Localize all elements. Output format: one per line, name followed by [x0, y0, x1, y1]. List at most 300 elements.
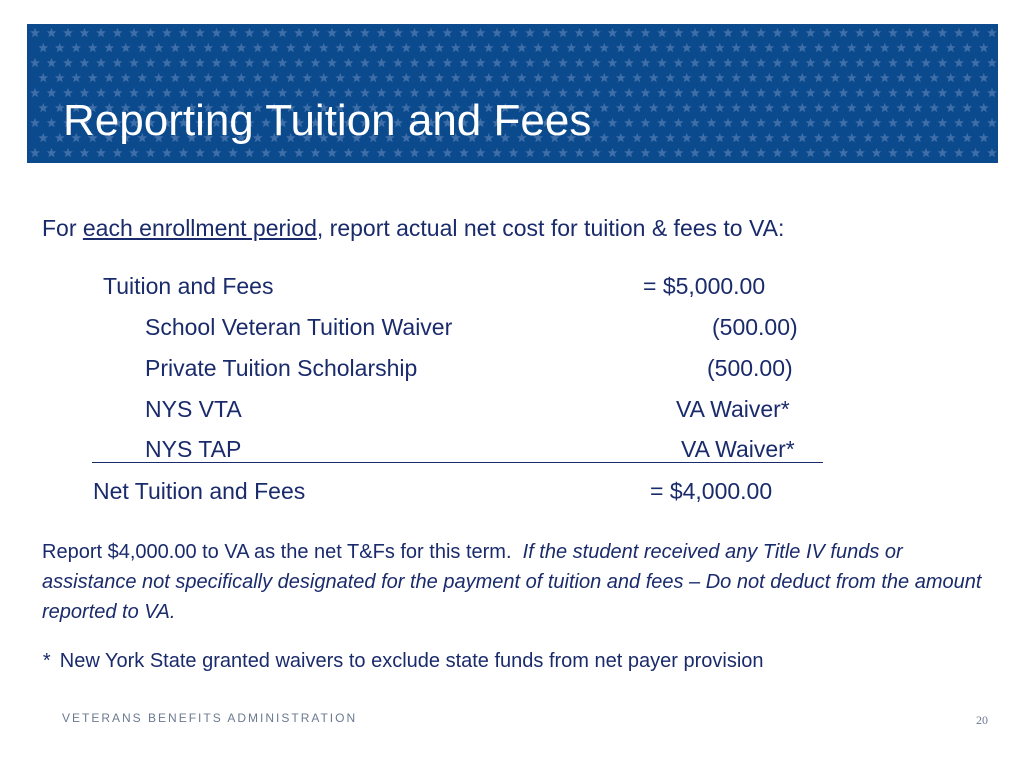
banner-star — [344, 28, 354, 37]
footnote-text: New York State granted waivers to exclude state funds from net payer provision — [59, 650, 764, 672]
banner-star — [269, 73, 279, 82]
banner-star — [286, 73, 296, 82]
banner-star — [649, 103, 659, 112]
banner-star — [96, 58, 106, 67]
banner-star — [245, 148, 255, 157]
banner-star — [830, 103, 840, 112]
banner-star — [839, 148, 849, 157]
banner-star — [946, 73, 956, 82]
banner-star — [888, 58, 898, 67]
row-value-school-waiver: (500.00) — [712, 314, 798, 340]
banner-star — [830, 43, 840, 52]
banner-star — [806, 118, 816, 127]
banner-star — [195, 28, 205, 37]
banner-star — [484, 73, 494, 82]
report-italic-text: If the student received any Title IV funds or assistance not specifically designated for the payment of tuition and fees – Do not deduct from the amount reported to VA. — [42, 541, 982, 623]
banner-star — [360, 58, 370, 67]
banner-star — [987, 28, 997, 37]
banner-star — [806, 88, 816, 97]
banner-star — [558, 28, 568, 37]
row-label-tuition: Tuition and Fees — [103, 273, 274, 299]
banner-star — [368, 43, 378, 52]
banner-star — [971, 88, 981, 97]
banner-star — [872, 88, 882, 97]
banner-star — [797, 133, 807, 142]
footnote — [42, 650, 764, 673]
banner-star — [327, 28, 337, 37]
banner-star — [814, 43, 824, 52]
banner-star — [863, 43, 873, 52]
banner-star — [500, 43, 510, 52]
banner-star — [715, 133, 725, 142]
banner-star — [162, 148, 172, 157]
banner-star — [690, 28, 700, 37]
banner-star — [220, 43, 230, 52]
banner-star — [715, 73, 725, 82]
banner-star — [319, 43, 329, 52]
banner-star — [731, 43, 741, 52]
banner-star — [789, 148, 799, 157]
banner-star — [938, 148, 948, 157]
banner-star — [740, 118, 750, 127]
banner-star — [38, 133, 48, 142]
banner-star — [905, 28, 915, 37]
banner-star — [608, 148, 618, 157]
banner-star — [756, 58, 766, 67]
banner-star — [426, 58, 436, 67]
banner-star — [542, 148, 552, 157]
banner-star — [47, 28, 57, 37]
banner-star — [418, 43, 428, 52]
banner-star — [509, 28, 519, 37]
banner-star — [459, 28, 469, 37]
banner-star — [888, 88, 898, 97]
banner-star — [96, 148, 106, 157]
banner-star — [245, 28, 255, 37]
banner-star — [764, 103, 774, 112]
banner-star — [674, 118, 684, 127]
banner-star — [327, 58, 337, 67]
banner-star — [591, 88, 601, 97]
banner-star — [311, 58, 321, 67]
banner-star — [47, 148, 57, 157]
banner-star — [269, 43, 279, 52]
banner-star — [245, 58, 255, 67]
intro-underlined: each enrollment period — [82, 215, 317, 241]
banner-star — [203, 43, 213, 52]
banner-star — [63, 58, 73, 67]
banner-star — [599, 103, 609, 112]
banner-star — [913, 73, 923, 82]
banner-star — [946, 133, 956, 142]
banner-star — [657, 88, 667, 97]
banner-star — [434, 73, 444, 82]
row-label-scholarship: Private Tuition Scholarship — [145, 355, 418, 381]
banner-star — [797, 73, 807, 82]
footer-org-name: VETERANS BENEFITS ADMINISTRATION — [62, 711, 358, 725]
banner-star — [888, 148, 898, 157]
banner-star — [855, 118, 865, 127]
banner-star — [657, 148, 667, 157]
banner-star — [921, 148, 931, 157]
banner-star — [393, 58, 403, 67]
banner-star — [872, 118, 882, 127]
banner-star — [63, 148, 73, 157]
banner-star — [979, 133, 989, 142]
banner-star — [814, 103, 824, 112]
banner-star — [929, 103, 939, 112]
banner-star — [781, 133, 791, 142]
banner-star — [121, 73, 131, 82]
banner-star — [740, 28, 750, 37]
banner-star — [756, 118, 766, 127]
row-value-nys-tap: VA Waiver* — [681, 436, 795, 462]
banner-star — [212, 148, 222, 157]
banner-star — [47, 118, 57, 127]
banner-star — [822, 88, 832, 97]
banner-star — [748, 133, 758, 142]
banner-star — [121, 43, 131, 52]
banner-star — [632, 43, 642, 52]
banner-star — [847, 133, 857, 142]
banner-star — [641, 118, 651, 127]
banner-star — [170, 73, 180, 82]
banner-star — [88, 73, 98, 82]
banner-star — [278, 58, 288, 67]
banner-star — [228, 58, 238, 67]
banner-star — [575, 58, 585, 67]
banner-star — [459, 148, 469, 157]
banner-star — [954, 148, 964, 157]
banner-star — [698, 133, 708, 142]
banner-star — [484, 43, 494, 52]
banner-star — [319, 73, 329, 82]
banner-star — [30, 28, 40, 37]
banner-star — [616, 133, 626, 142]
banner-star — [880, 73, 890, 82]
banner-star — [80, 28, 90, 37]
banner-star — [971, 118, 981, 127]
banner-star — [880, 43, 890, 52]
banner-star — [492, 148, 502, 157]
banner-star — [294, 58, 304, 67]
banner-star — [410, 58, 420, 67]
banner-star — [822, 58, 832, 67]
banner-star — [129, 58, 139, 67]
banner-star — [542, 58, 552, 67]
banner-star — [863, 73, 873, 82]
banner-star — [38, 73, 48, 82]
banner-star — [674, 148, 684, 157]
banner-star — [731, 133, 741, 142]
banner-star — [905, 58, 915, 67]
banner-star — [344, 58, 354, 67]
banner-star — [789, 58, 799, 67]
banner-star — [608, 28, 618, 37]
banner-star — [748, 103, 758, 112]
row-value-tuition: = $5,000.00 — [643, 273, 766, 299]
banner-star — [674, 88, 684, 97]
banner-star — [146, 58, 156, 67]
banner-star — [113, 58, 123, 67]
banner-star — [748, 73, 758, 82]
banner-star — [731, 73, 741, 82]
banner-star — [80, 148, 90, 157]
banner-star — [962, 133, 972, 142]
banner-star — [781, 43, 791, 52]
banner-star — [971, 148, 981, 157]
banner-star — [550, 43, 560, 52]
banner-star — [665, 43, 675, 52]
banner-star — [707, 88, 717, 97]
banner-star — [443, 58, 453, 67]
banner-star — [781, 73, 791, 82]
banner-star — [599, 43, 609, 52]
title-banner — [27, 24, 998, 163]
banner-star — [63, 28, 73, 37]
banner-star — [575, 28, 585, 37]
banner-star — [929, 73, 939, 82]
banner-star — [294, 148, 304, 157]
banner-star — [401, 43, 411, 52]
banner-star — [261, 28, 271, 37]
banner-star — [888, 28, 898, 37]
banner-star — [773, 118, 783, 127]
banner-star — [385, 73, 395, 82]
banner-star — [872, 58, 882, 67]
banner-star — [451, 43, 461, 52]
row-value-net-total: = $4,000.00 — [650, 478, 773, 504]
banner-star — [278, 148, 288, 157]
banner-star — [938, 28, 948, 37]
banner-star — [212, 28, 222, 37]
banner-star — [228, 28, 238, 37]
banner-star — [566, 43, 576, 52]
banner-star — [137, 73, 147, 82]
banner-star — [129, 28, 139, 37]
banner-star — [962, 73, 972, 82]
banner-star — [756, 148, 766, 157]
banner-star — [426, 148, 436, 157]
banner-star — [921, 58, 931, 67]
banner-star — [583, 73, 593, 82]
banner-star — [410, 28, 420, 37]
banner-star — [591, 118, 601, 127]
banner-star — [179, 58, 189, 67]
banner-star — [979, 73, 989, 82]
banner-star — [954, 58, 964, 67]
banner-star — [352, 43, 362, 52]
banner-star — [979, 103, 989, 112]
banner-star — [723, 148, 733, 157]
banner-star — [467, 73, 477, 82]
banner-star — [71, 73, 81, 82]
banner-star — [682, 133, 692, 142]
banner-star — [797, 103, 807, 112]
banner-star — [38, 43, 48, 52]
banner-star — [327, 148, 337, 157]
banner-star — [896, 133, 906, 142]
banner-star — [707, 148, 717, 157]
banner-star — [162, 58, 172, 67]
banner-star — [302, 43, 312, 52]
banner-star — [344, 148, 354, 157]
banner-star — [748, 43, 758, 52]
banner-star — [525, 28, 535, 37]
banner-star — [616, 73, 626, 82]
banner-star — [624, 58, 634, 67]
banner-star — [715, 43, 725, 52]
banner-star — [393, 28, 403, 37]
banner-star — [278, 28, 288, 37]
banner-star — [723, 28, 733, 37]
row-label-school-waiver: School Veteran Tuition Waiver — [145, 314, 453, 340]
banner-star — [971, 28, 981, 37]
banner-star — [863, 103, 873, 112]
banner-star — [789, 88, 799, 97]
banner-star — [855, 148, 865, 157]
banner-star — [690, 118, 700, 127]
banner-star — [302, 73, 312, 82]
banner-star — [236, 43, 246, 52]
banner-star — [517, 73, 527, 82]
banner-star — [905, 148, 915, 157]
banner-star — [137, 43, 147, 52]
banner-star — [443, 28, 453, 37]
banner-star — [740, 148, 750, 157]
banner-star — [690, 88, 700, 97]
banner-star — [814, 73, 824, 82]
banner-star — [434, 43, 444, 52]
banner-star — [624, 28, 634, 37]
banner-star — [377, 28, 387, 37]
banner-star — [921, 118, 931, 127]
banner-star — [657, 28, 667, 37]
banner-star — [566, 73, 576, 82]
banner-star — [698, 103, 708, 112]
banner-star — [253, 73, 263, 82]
banner-star — [641, 58, 651, 67]
banner-star — [113, 28, 123, 37]
banner-star — [764, 73, 774, 82]
intro-line — [42, 215, 784, 242]
banner-star — [880, 103, 890, 112]
banner-star — [954, 28, 964, 37]
banner-star — [624, 88, 634, 97]
banner-star — [179, 148, 189, 157]
banner-star — [624, 118, 634, 127]
banner-star — [228, 148, 238, 157]
banner-star — [773, 88, 783, 97]
banner-star — [641, 88, 651, 97]
banner-star — [665, 133, 675, 142]
banner-star — [632, 133, 642, 142]
banner-star — [723, 58, 733, 67]
banner-star — [187, 73, 197, 82]
banner-star — [665, 73, 675, 82]
banner-star — [806, 148, 816, 157]
banner-star — [649, 133, 659, 142]
banner-star — [236, 73, 246, 82]
banner-star — [261, 58, 271, 67]
banner-star — [880, 133, 890, 142]
banner-star — [624, 148, 634, 157]
banner-star — [690, 148, 700, 157]
banner-star — [162, 28, 172, 37]
banner-star — [896, 103, 906, 112]
banner-star — [418, 73, 428, 82]
banner-star — [888, 118, 898, 127]
banner-star — [764, 133, 774, 142]
banner-star — [822, 148, 832, 157]
footnote-marker: * — [42, 650, 50, 672]
banner-star — [806, 58, 816, 67]
banner-star — [385, 43, 395, 52]
banner-star — [863, 133, 873, 142]
banner-star — [500, 73, 510, 82]
banner-star — [129, 148, 139, 157]
banner-star — [550, 73, 560, 82]
banner-star — [220, 73, 230, 82]
banner-star — [806, 28, 816, 37]
banner-star — [987, 88, 997, 97]
page-number: 20 — [976, 713, 988, 727]
banner-star — [921, 88, 931, 97]
banner-star — [938, 58, 948, 67]
banner-star — [360, 148, 370, 157]
banner-star — [665, 103, 675, 112]
banner-star — [195, 58, 205, 67]
banner-star — [55, 43, 65, 52]
banner-star — [632, 103, 642, 112]
row-label-net-total: Net Tuition and Fees — [93, 478, 306, 504]
intro-suffix: , report actual net cost for tuition & fees to VA: — [316, 215, 785, 241]
banner-star — [657, 118, 667, 127]
banner-star — [773, 58, 783, 67]
banner-star — [740, 88, 750, 97]
banner-star — [591, 58, 601, 67]
banner-star — [286, 43, 296, 52]
banner-star — [839, 88, 849, 97]
banner-star — [698, 43, 708, 52]
banner-star — [682, 43, 692, 52]
banner-star — [896, 73, 906, 82]
banner-star — [533, 43, 543, 52]
banner-star — [187, 43, 197, 52]
banner-star — [476, 148, 486, 157]
banner-star — [822, 118, 832, 127]
banner-star — [938, 118, 948, 127]
banner-star — [896, 43, 906, 52]
banner-star — [492, 58, 502, 67]
banner-star — [707, 28, 717, 37]
banner-star — [773, 148, 783, 157]
banner-star — [913, 103, 923, 112]
banner-star — [154, 43, 164, 52]
banner-star — [467, 43, 477, 52]
banner-star — [377, 58, 387, 67]
banner-star — [773, 28, 783, 37]
row-label-nys-vta: NYS VTA — [145, 396, 242, 422]
banner-star — [393, 148, 403, 157]
banner-star — [682, 103, 692, 112]
banner-star — [649, 73, 659, 82]
banner-star — [764, 43, 774, 52]
banner-star — [723, 118, 733, 127]
banner-star — [855, 88, 865, 97]
banner-star — [558, 148, 568, 157]
banner-star — [830, 73, 840, 82]
